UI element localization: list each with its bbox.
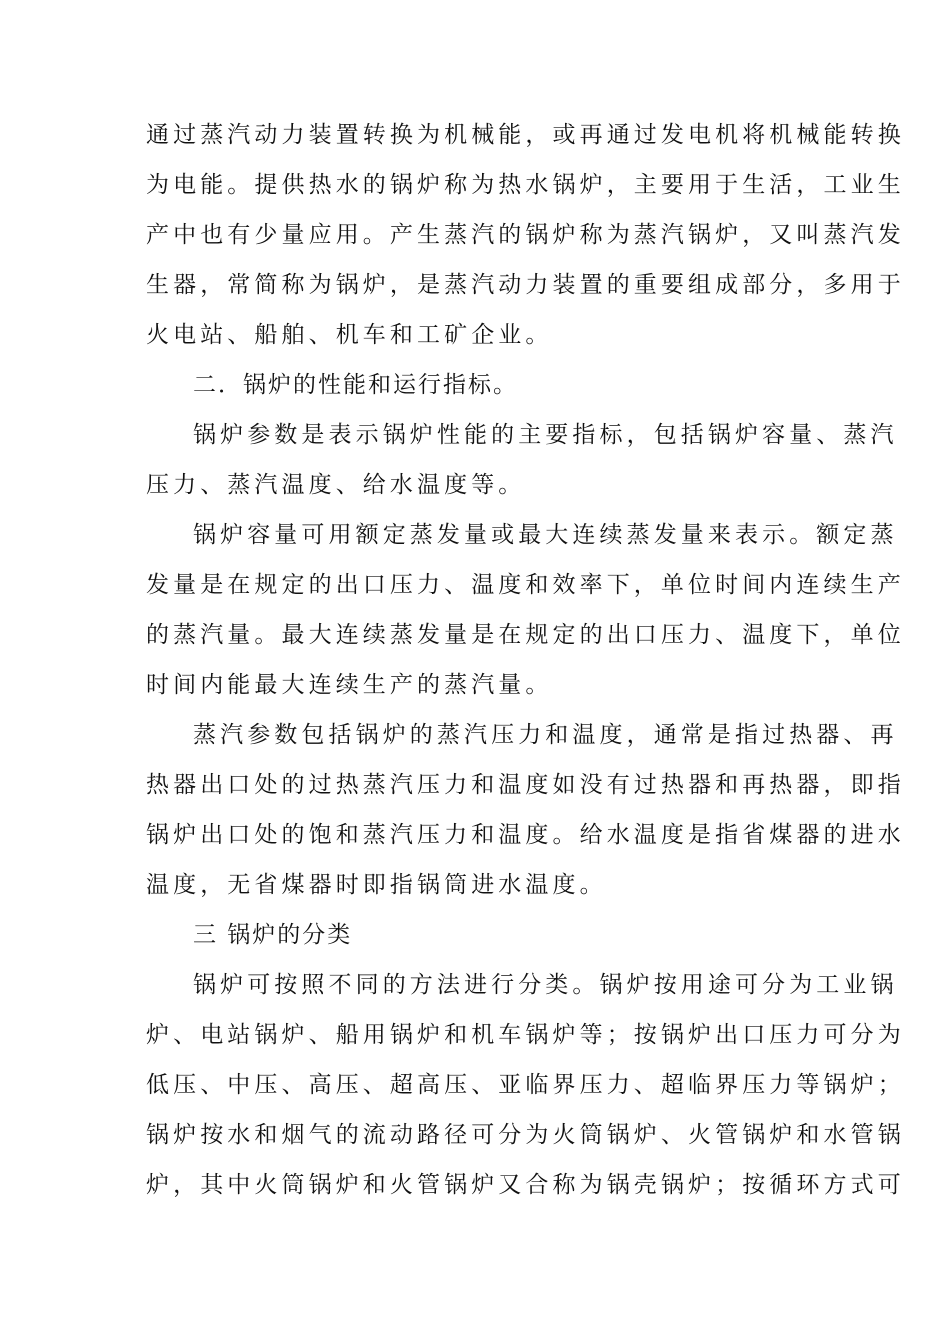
text-line-3: 产中也有少量应用。产生蒸汽的锅炉称为蒸汽锅炉，又叫蒸汽发 [146,222,905,248]
text-line-1: 通过蒸汽动力装置转换为机械能，或再通过发电机将机械能转换 [146,122,905,148]
text-line-8: 压力、蒸汽温度、给水温度等。 [146,472,526,498]
text-line-7: 锅炉参数是表示锅炉性能的主要指标，包括锅炉容量、蒸汽 [193,422,898,448]
text-line-10: 发量是在规定的出口压力、温度和效率下，单位时间内连续生产 [146,572,905,598]
text-line-11: 的蒸汽量。最大连续蒸发量是在规定的出口压力、温度下，单位 [146,622,905,648]
text-line-4: 生器，常简称为锅炉，是蒸汽动力装置的重要组成部分，多用于 [146,272,905,298]
text-line-2: 为电能。提供热水的锅炉称为热水锅炉，主要用于生活，工业生 [146,172,905,198]
section-heading-2: 二．锅炉的性能和运行指标。 [193,372,518,398]
text-line-15: 锅炉出口处的饱和蒸汽压力和温度。给水温度是指省煤器的进水 [146,822,905,848]
text-line-21: 锅炉按水和烟气的流动路径可分为火筒锅炉、火管锅炉和水管锅 [146,1122,905,1148]
text-line-19: 炉、电站锅炉、船用锅炉和机车锅炉等；按锅炉出口压力可分为 [146,1022,905,1048]
text-line-12: 时间内能最大连续生产的蒸汽量。 [146,672,553,698]
text-line-5: 火电站、船舶、机车和工矿企业。 [146,322,553,348]
text-line-18: 锅炉可按照不同的方法进行分类。锅炉按用途可分为工业锅 [193,972,898,998]
text-line-14: 热器出口处的过热蒸汽压力和温度如没有过热器和再热器，即指 [146,772,905,798]
text-line-22: 炉，其中火筒锅炉和火管锅炉又合称为锅壳锅炉；按循环方式可 [146,1172,905,1198]
text-line-13: 蒸汽参数包括锅炉的蒸汽压力和温度，通常是指过热器、再 [193,722,898,748]
text-line-16: 温度，无省煤器时即指锅筒进水温度。 [146,872,607,898]
section-heading-3: 三 锅炉的分类 [193,922,353,948]
text-line-9: 锅炉容量可用额定蒸发量或最大连续蒸发量来表示。额定蒸 [193,522,898,548]
text-line-20: 低压、中压、高压、超高压、亚临界压力、超临界压力等锅炉； [146,1072,905,1098]
